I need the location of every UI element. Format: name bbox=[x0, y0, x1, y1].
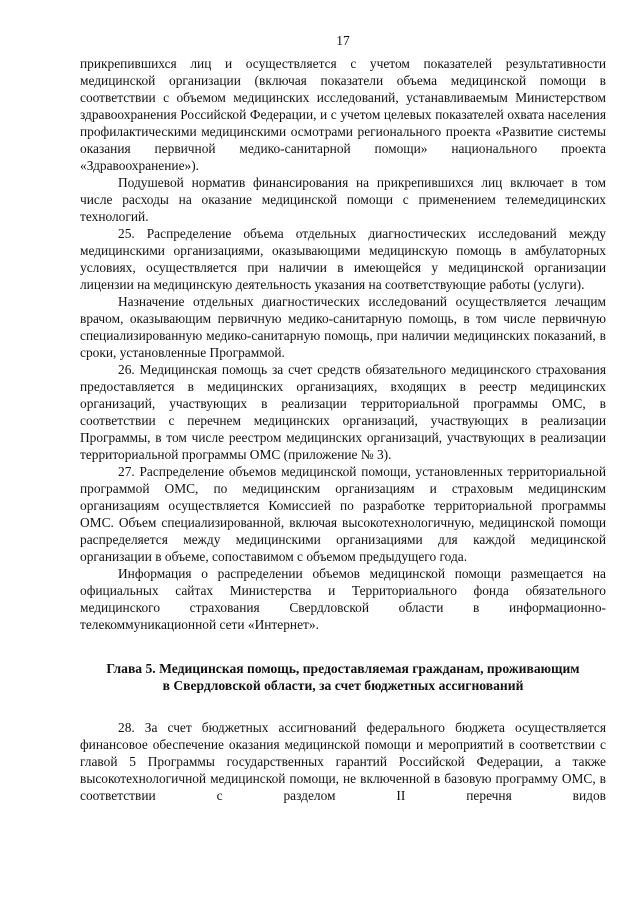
paragraph-25-diagnostic-distribution: 25. Распределение объема отдельных диагностических исследований между медицинскими организациями, оказывающими медицинскую помощь в амбулаторных условиях, осуществляется при наличии в имеющейся у медицинской организации лицензии на медицинскую деятельность указания на соответствующие работы (услуги). bbox=[80, 226, 606, 292]
chapter-heading-line-1: Глава 5. Медицинская помощь, предоставляемая гражданам, проживающим bbox=[106, 661, 580, 676]
paragraph-diagnostic-assignment: Назначение отдельных диагностических исследований осуществляется лечащим врачом, оказывающим первичную медико-санитарную помощь, в том числе первичную специализированную медико-санитарную помощь, при наличии медицинских показаний, в сроки, установленные Программой. bbox=[80, 294, 606, 360]
paragraph-information-publication: Информация о распределении объемов медицинской помощи размещается на официальных сайтах Министерства и Территориального фонда обязательного медицинского страхования Свердловской области в информационно-телекоммуникационной сети «Интернет». bbox=[80, 566, 606, 632]
paragraph-28-federal-budget: 28. За счет бюджетных ассигнований федерального бюджета осуществляется финансовое обеспечение оказания медицинской помощи и мероприятий в соответствии с главой 5 Программы государственных гарантий Российской Федерации, а также высокотехнологичной медицинской помощи, не включенной в базовую программу ОМС, в соответствии с разделом II перечня видов bbox=[80, 720, 606, 803]
paragraph-26-oms-care: 26. Медицинская помощь за счет средств обязательного медицинского страхования предоставляется в медицинских организациях, входящих в реестр медицинских организаций, участвующих в реализации территориальной программы ОМС, в соответствии с перечнем медицинских организаций, участвующих в реализации Программы, в том числе реестром медицинских организаций, участвующих в реализации территориальной программы ОМС (приложение № 3). bbox=[80, 362, 606, 462]
paragraph-performance-indicators: прикрепившихся лиц и осуществляется с учетом показателей результативности медицинской организации (включая показатели объема медицинской помощи в соответствии с объемом медицинских исследований, устанавливаемым Министерством здравоохранения Российской Федерации, и с учетом целевых показателей охвата населения профилактическими медицинскими осмотрами регионального проекта «Развитие системы оказания первичной медико-санитарной помощи» национального проекта «Здравоохранение»). bbox=[80, 56, 606, 173]
chapter-heading bbox=[80, 660, 606, 694]
paragraph-27-volume-distribution: 27. Распределение объемов медицинской помощи, установленных территориальной программой ОМС, по медицинским организациям и страховым медицинским организациям осуществляется Комиссией по разработке территориальной программы ОМС. Объем специализированной, включая высокотехнологичную, медицинской помощи распределяется между медицинскими организациями для каждой медицинской организации в объеме, сопоставимом с объемом предыдущего года. bbox=[80, 464, 606, 564]
section-spacer bbox=[80, 694, 606, 719]
page-number: 17 bbox=[336, 33, 350, 48]
paragraph-per-capita-standard: Подушевой норматив финансирования на прикрепившихся лиц включает в том числе расходы на оказание медицинской помощи с применением телемедицинских технологий. bbox=[80, 175, 606, 224]
chapter-heading-line-2: в Свердловской области, за счет бюджетных ассигнований bbox=[162, 678, 524, 693]
